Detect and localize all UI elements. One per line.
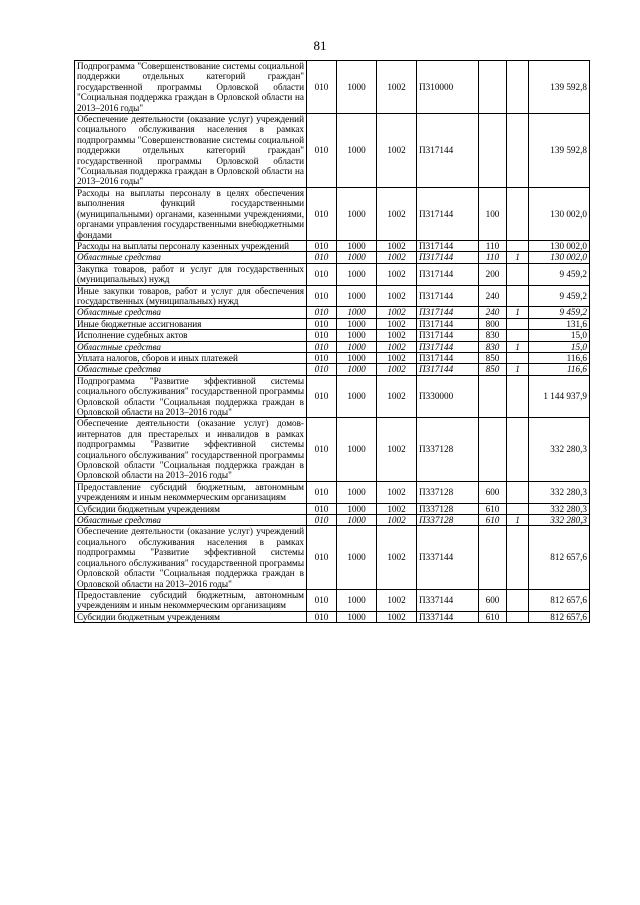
fund-source-cell: 1 [507, 252, 529, 263]
fund-source-cell [507, 285, 529, 307]
target-article-cell: П317144 [417, 364, 479, 375]
subsection-code-cell: 1002 [377, 318, 417, 329]
row-name-cell: Предоставление субсидий бюджетным, автономным учреждениям и иным некоммерческим организациям [75, 589, 307, 611]
subsection-code-cell: 1002 [377, 61, 417, 114]
fund-source-cell [507, 114, 529, 188]
expense-type-cell: 240 [479, 307, 507, 318]
expense-type-cell: 610 [479, 515, 507, 526]
admin-code-cell: 010 [307, 611, 337, 622]
target-article-cell: П317144 [417, 285, 479, 307]
table-row [75, 318, 590, 329]
subsection-code-cell: 1002 [377, 481, 417, 503]
subsection-code-cell: 1002 [377, 526, 417, 589]
fund-source-cell [507, 611, 529, 622]
expense-type-cell [479, 375, 507, 418]
table-row [75, 330, 590, 341]
fund-source-cell [507, 503, 529, 514]
subsection-code-cell: 1002 [377, 611, 417, 622]
section-code-cell: 1000 [337, 503, 377, 514]
target-article-cell: П337128 [417, 515, 479, 526]
section-code-cell: 1000 [337, 589, 377, 611]
expense-type-cell: 600 [479, 589, 507, 611]
admin-code-cell: 010 [307, 418, 337, 481]
row-name-cell: Закупка товаров, работ и услуг для государственных (муниципальных) нужд [75, 263, 307, 285]
expense-type-cell: 610 [479, 611, 507, 622]
admin-code-cell: 010 [307, 318, 337, 329]
row-name-cell: Обеспечение деятельности (оказание услуг) учреждений социального обслуживания населения в рамках подпрограммы "Совершенствование системы социальной поддержки отдельных категорий граждан" государственной программы Орловской области "Социальная поддержка граждан в Орловской области на 2013–2016 годы" [75, 114, 307, 188]
table-row [75, 252, 590, 263]
expense-type-cell [479, 526, 507, 589]
section-code-cell: 1000 [337, 611, 377, 622]
admin-code-cell: 010 [307, 352, 337, 363]
fund-source-cell: 1 [507, 341, 529, 352]
admin-code-cell: 010 [307, 61, 337, 114]
amount-cell: 130 002,0 [529, 252, 590, 263]
section-code-cell: 1000 [337, 187, 377, 240]
section-code-cell: 1000 [337, 515, 377, 526]
target-article-cell: П330000 [417, 375, 479, 418]
target-article-cell: П317144 [417, 352, 479, 363]
row-name-cell: Подпрограмма "Совершенствование системы социальной поддержки отдельных категорий граждан" государственной программы Орловской области "Социальная поддержка граждан в Орловской области на 2013–2016 годы" [75, 61, 307, 114]
table-row [75, 341, 590, 352]
table-row [75, 240, 590, 251]
table-row [75, 375, 590, 418]
amount-cell: 1 144 937,9 [529, 375, 590, 418]
row-name-cell: Расходы на выплаты персоналу казенных учреждений [75, 240, 307, 251]
section-code-cell: 1000 [337, 526, 377, 589]
row-name-cell: Подпрограмма "Развитие эффективной системы социального обслуживания" государственной программы Орловской области "Социальная поддержка граждан в Орловской области на 2013–2016 годы" [75, 375, 307, 418]
fund-source-cell: 1 [507, 364, 529, 375]
amount-cell: 332 280,3 [529, 515, 590, 526]
fund-source-cell [507, 526, 529, 589]
fund-source-cell [507, 61, 529, 114]
row-name-cell: Обеспечение деятельности (оказание услуг) учреждений социального обслуживания населения в рамках подпрограммы "Развитие эффективной системы социального обслуживания" государственной программы Орловской области "Социальная поддержка граждан в Орловской области на 2013–2016 годы" [75, 526, 307, 589]
amount-cell: 15,0 [529, 341, 590, 352]
subsection-code-cell: 1002 [377, 252, 417, 263]
section-code-cell: 1000 [337, 352, 377, 363]
section-code-cell: 1000 [337, 307, 377, 318]
expense-type-cell: 600 [479, 481, 507, 503]
expense-type-cell: 800 [479, 318, 507, 329]
amount-cell: 812 657,6 [529, 526, 590, 589]
target-article-cell: П337128 [417, 418, 479, 481]
fund-source-cell [507, 589, 529, 611]
amount-cell: 9 459,2 [529, 285, 590, 307]
amount-cell: 116,6 [529, 352, 590, 363]
row-name-cell: Субсидии бюджетным учреждениям [75, 503, 307, 514]
section-code-cell: 1000 [337, 263, 377, 285]
fund-source-cell: 1 [507, 515, 529, 526]
table-row [75, 285, 590, 307]
subsection-code-cell: 1002 [377, 114, 417, 188]
target-article-cell: П337128 [417, 503, 479, 514]
row-name-cell: Уплата налогов, сборов и иных платежей [75, 352, 307, 363]
fund-source-cell [507, 481, 529, 503]
row-name-cell: Областные средства [75, 364, 307, 375]
subsection-code-cell: 1002 [377, 187, 417, 240]
table-row [75, 515, 590, 526]
target-article-cell: П317144 [417, 240, 479, 251]
table-row [75, 526, 590, 589]
table-row [75, 263, 590, 285]
table-row [75, 589, 590, 611]
subsection-code-cell: 1002 [377, 263, 417, 285]
table-row [75, 503, 590, 514]
target-article-cell: П337144 [417, 589, 479, 611]
admin-code-cell: 010 [307, 515, 337, 526]
fund-source-cell [507, 352, 529, 363]
expense-type-cell [479, 114, 507, 188]
amount-cell: 812 657,6 [529, 611, 590, 622]
amount-cell: 130 002,0 [529, 187, 590, 240]
admin-code-cell: 010 [307, 187, 337, 240]
section-code-cell: 1000 [337, 418, 377, 481]
table-row [75, 307, 590, 318]
amount-cell: 131,6 [529, 318, 590, 329]
amount-cell: 15,0 [529, 330, 590, 341]
subsection-code-cell: 1002 [377, 307, 417, 318]
target-article-cell: П317144 [417, 307, 479, 318]
row-name-cell: Областные средства [75, 307, 307, 318]
expense-type-cell [479, 61, 507, 114]
admin-code-cell: 010 [307, 526, 337, 589]
target-article-cell: П317144 [417, 341, 479, 352]
target-article-cell: П337144 [417, 526, 479, 589]
subsection-code-cell: 1002 [377, 515, 417, 526]
subsection-code-cell: 1002 [377, 503, 417, 514]
table-row [75, 364, 590, 375]
table-row [75, 611, 590, 622]
section-code-cell: 1000 [337, 252, 377, 263]
expense-type-cell [479, 418, 507, 481]
row-name-cell: Расходы на выплаты персоналу в целях обеспечения выполнения функций государственными (муниципальными) органами, казенными учреждениями, органами управления государственными внебюджетными фондами [75, 187, 307, 240]
target-article-cell: П317144 [417, 114, 479, 188]
table-row [75, 352, 590, 363]
subsection-code-cell: 1002 [377, 589, 417, 611]
subsection-code-cell: 1002 [377, 364, 417, 375]
row-name-cell: Областные средства [75, 341, 307, 352]
section-code-cell: 1000 [337, 341, 377, 352]
section-code-cell: 1000 [337, 330, 377, 341]
expense-type-cell: 850 [479, 352, 507, 363]
admin-code-cell: 010 [307, 341, 337, 352]
section-code-cell: 1000 [337, 375, 377, 418]
row-name-cell: Обеспечение деятельности (оказание услуг) домов-интернатов для престарелых и инвалидов в рамках подпрограммы "Развитие эффективной системы социального обслуживания" государственной программы Орловской области "Социальная поддержка граждан в Орловской области на 2013–2016 годы" [75, 418, 307, 481]
target-article-cell: П317144 [417, 252, 479, 263]
expense-type-cell: 850 [479, 364, 507, 375]
table-row [75, 114, 590, 188]
admin-code-cell: 010 [307, 252, 337, 263]
section-code-cell: 1000 [337, 318, 377, 329]
subsection-code-cell: 1002 [377, 285, 417, 307]
amount-cell: 9 459,2 [529, 307, 590, 318]
target-article-cell: П310000 [417, 61, 479, 114]
expense-type-cell: 100 [479, 187, 507, 240]
target-article-cell: П317144 [417, 318, 479, 329]
table-row [75, 418, 590, 481]
fund-source-cell [507, 375, 529, 418]
target-article-cell: П317144 [417, 187, 479, 240]
section-code-cell: 1000 [337, 61, 377, 114]
expense-type-cell: 110 [479, 240, 507, 251]
fund-source-cell [507, 187, 529, 240]
section-code-cell: 1000 [337, 364, 377, 375]
admin-code-cell: 010 [307, 503, 337, 514]
fund-source-cell [507, 318, 529, 329]
expense-type-cell: 240 [479, 285, 507, 307]
subsection-code-cell: 1002 [377, 240, 417, 251]
expense-type-cell: 200 [479, 263, 507, 285]
subsection-code-cell: 1002 [377, 375, 417, 418]
target-article-cell: П337128 [417, 481, 479, 503]
row-name-cell: Исполнение судебных актов [75, 330, 307, 341]
amount-cell: 116,6 [529, 364, 590, 375]
target-article-cell: П317144 [417, 263, 479, 285]
section-code-cell: 1000 [337, 240, 377, 251]
target-article-cell: П337144 [417, 611, 479, 622]
expense-type-cell: 830 [479, 341, 507, 352]
admin-code-cell: 010 [307, 285, 337, 307]
admin-code-cell: 010 [307, 240, 337, 251]
amount-cell: 332 280,3 [529, 503, 590, 514]
table-row [75, 481, 590, 503]
subsection-code-cell: 1002 [377, 352, 417, 363]
row-name-cell: Областные средства [75, 252, 307, 263]
row-name-cell: Областные средства [75, 515, 307, 526]
admin-code-cell: 010 [307, 481, 337, 503]
row-name-cell: Субсидии бюджетным учреждениям [75, 611, 307, 622]
expense-type-cell: 110 [479, 252, 507, 263]
table-body [75, 61, 590, 623]
admin-code-cell: 010 [307, 375, 337, 418]
amount-cell: 9 459,2 [529, 263, 590, 285]
subsection-code-cell: 1002 [377, 341, 417, 352]
fund-source-cell: 1 [507, 307, 529, 318]
row-name-cell: Предоставление субсидий бюджетным, автономным учреждениям и иным некоммерческим организациям [75, 481, 307, 503]
fund-source-cell [507, 263, 529, 285]
fund-source-cell [507, 418, 529, 481]
expense-type-cell: 610 [479, 503, 507, 514]
amount-cell: 139 592,8 [529, 114, 590, 188]
admin-code-cell: 010 [307, 263, 337, 285]
section-code-cell: 1000 [337, 481, 377, 503]
subsection-code-cell: 1002 [377, 418, 417, 481]
fund-source-cell [507, 330, 529, 341]
fund-source-cell [507, 240, 529, 251]
amount-cell: 139 592,8 [529, 61, 590, 114]
table-row [75, 187, 590, 240]
admin-code-cell: 010 [307, 589, 337, 611]
page-number: 81 [313, 38, 327, 53]
admin-code-cell: 010 [307, 114, 337, 188]
admin-code-cell: 010 [307, 330, 337, 341]
row-name-cell: Иные закупки товаров, работ и услуг для обеспечения государственных (муниципальных) нужд [75, 285, 307, 307]
subsection-code-cell: 1002 [377, 330, 417, 341]
amount-cell: 130 002,0 [529, 240, 590, 251]
table-row [75, 61, 590, 114]
row-name-cell: Иные бюджетные ассигнования [75, 318, 307, 329]
amount-cell: 332 280,3 [529, 418, 590, 481]
amount-cell: 332 280,3 [529, 481, 590, 503]
expense-type-cell: 830 [479, 330, 507, 341]
amount-cell: 812 657,6 [529, 589, 590, 611]
section-code-cell: 1000 [337, 285, 377, 307]
section-code-cell: 1000 [337, 114, 377, 188]
admin-code-cell: 010 [307, 364, 337, 375]
admin-code-cell: 010 [307, 307, 337, 318]
target-article-cell: П317144 [417, 330, 479, 341]
budget-table [74, 60, 590, 623]
